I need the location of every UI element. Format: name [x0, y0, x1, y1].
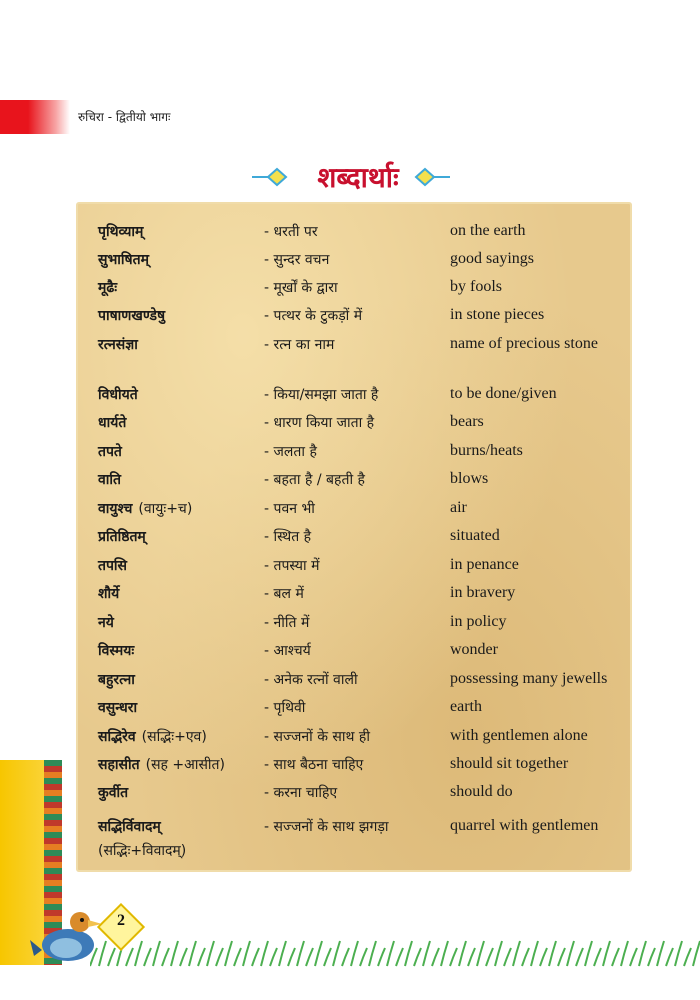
sanskrit-word [98, 278, 117, 297]
sanskrit-word [98, 783, 128, 802]
sanskrit-word [98, 442, 122, 461]
sanskrit-word [98, 817, 161, 836]
sandhi-note: (सद्भिः+एव) [141, 729, 207, 745]
grass-decoration [90, 928, 700, 968]
grass-blade [378, 948, 385, 966]
grass-blade [243, 941, 250, 966]
hindi-meaning: - जलता है [264, 444, 317, 460]
english-meaning: air [450, 499, 467, 516]
sanskrit-word-text: सद्भिर्विवादम् [98, 819, 161, 835]
english-meaning: bears [450, 413, 484, 430]
sanskrit-word [98, 306, 165, 325]
english-meaning: quarrel with gentlemen [450, 817, 599, 834]
grass-blade [522, 948, 529, 966]
sanskrit-word-text: बहुरत्ना [98, 672, 135, 688]
sanskrit-word-text: सुभाषितम् [98, 252, 150, 268]
english-meaning: in stone pieces [450, 306, 545, 323]
grass-blade [540, 948, 547, 966]
sanskrit-word-text: धार्यते [98, 415, 127, 431]
english-meaning: burns/heats [450, 442, 523, 459]
grass-blade [333, 941, 340, 966]
hindi-meaning: - बल में [264, 586, 304, 602]
grass-blade [126, 948, 133, 966]
sanskrit-word-text: वाति [98, 472, 122, 488]
hindi-meaning: - सुन्दर वचन [264, 252, 330, 268]
sanskrit-word [98, 470, 121, 489]
grass-blade [216, 948, 223, 966]
hindi-meaning: - धारण किया जाता है [264, 415, 375, 431]
sanskrit-word [98, 222, 143, 241]
grass-blade [450, 948, 457, 966]
page-title: शब्दार्थाः [317, 161, 399, 194]
sandhi-note: (सह +आसीत) [145, 757, 225, 773]
grass-blade [504, 948, 511, 966]
sanskrit-word-text: तपते [98, 444, 122, 460]
glossary-panel [76, 202, 632, 872]
sandhi-note: (वायुः+च) [138, 501, 193, 517]
grass-blade [387, 941, 394, 966]
english-meaning: blows [450, 470, 489, 487]
bird-illustration [28, 900, 108, 970]
grass-blade [495, 941, 502, 966]
hindi-meaning: - नीति में [264, 615, 310, 631]
sanskrit-word-text: वायुश्च [98, 501, 133, 517]
sanskrit-word [98, 641, 134, 660]
sanskrit-word [98, 755, 225, 774]
grass-blade [594, 948, 601, 966]
sanskrit-word [98, 584, 119, 603]
hindi-meaning: - स्थित है [264, 529, 312, 545]
grass-blade [261, 941, 268, 966]
grass-blade [252, 948, 259, 966]
hindi-meaning: - पत्थर के टुकड़ों में [264, 308, 363, 324]
sanskrit-word [98, 413, 126, 432]
grass-blade [306, 948, 313, 966]
hindi-meaning: - अनेक रत्नों वाली [264, 672, 358, 688]
sanskrit-word [98, 698, 137, 717]
sanskrit-word-text: पृथिव्याम् [98, 224, 144, 240]
page-number: 2 [117, 912, 125, 929]
english-meaning: in bravery [450, 584, 516, 601]
sanskrit-word-text: सद्भिरेव [98, 729, 136, 745]
sanskrit-word [98, 335, 138, 354]
english-meaning: earth [450, 698, 482, 715]
grass-blade [612, 948, 619, 966]
english-meaning: should sit together [450, 755, 569, 772]
sanskrit-word [98, 670, 135, 689]
grass-blade [342, 948, 349, 966]
grass-blade [162, 948, 169, 966]
sanskrit-word-text: तपसि [98, 558, 128, 574]
grass-blade [423, 941, 430, 966]
grass-blade [396, 948, 403, 966]
english-meaning: with gentlemen alone [450, 727, 588, 744]
grass-blade [198, 948, 205, 966]
sanskrit-word [98, 499, 192, 518]
hindi-meaning: - धरती पर [264, 224, 318, 240]
book-title: रुचिरा - द्वितीयो भागः [78, 110, 171, 124]
grass-blade [279, 941, 286, 966]
sanskrit-word-text: प्रतिष्ठितम् [98, 529, 146, 545]
sanskrit-word-text: मूढैः [98, 280, 118, 296]
grass-blade [135, 941, 142, 966]
sanskrit-word [98, 385, 138, 404]
english-meaning: to be done/given [450, 385, 557, 402]
grass-blade [315, 941, 322, 966]
hindi-meaning: - सज्जनों के साथ ही [264, 729, 370, 745]
grass-blade [441, 941, 448, 966]
grass-blade [459, 941, 466, 966]
hindi-meaning: - आश्चर्य [264, 643, 311, 659]
grass-blade [639, 941, 646, 966]
sanskrit-word-text: शौर्ये [98, 586, 120, 602]
english-meaning: wonder [450, 641, 498, 658]
header-color-bar [0, 100, 70, 134]
english-meaning: should do [450, 783, 513, 800]
grass-blade [360, 948, 367, 966]
english-meaning: by fools [450, 278, 502, 295]
grass-blade [153, 941, 160, 966]
sanskrit-word [98, 556, 127, 575]
grass-blade [621, 941, 628, 966]
hindi-meaning: - सज्जनों के साथ झगड़ा [264, 819, 389, 835]
english-meaning: possessing many jewells [450, 670, 608, 687]
grass-blade [531, 941, 538, 966]
grass-blade [576, 948, 583, 966]
grass-blade [585, 941, 592, 966]
grass-blade [324, 948, 331, 966]
grass-blade [234, 948, 241, 966]
grass-blade [630, 948, 637, 966]
sanskrit-word-text: सहासीत [98, 757, 140, 773]
sanskrit-word-text: पाषाणखण्डेषु [98, 308, 166, 324]
hindi-meaning: - बहता है / बहती है [264, 472, 365, 488]
grass-blade [225, 941, 232, 966]
sanskrit-word [98, 727, 207, 746]
hindi-meaning: - पवन भी [264, 501, 315, 517]
hindi-meaning: - साथ बैठना चाहिए [264, 757, 364, 773]
sanskrit-word-text: विस्मयः [98, 643, 135, 659]
grass-blade [207, 941, 214, 966]
english-meaning: in policy [450, 613, 507, 630]
sanskrit-word [98, 250, 149, 269]
grass-blade [351, 941, 358, 966]
sanskrit-word [98, 527, 146, 546]
grass-blade [666, 948, 673, 966]
sanskrit-word-text: नये [98, 615, 114, 631]
grass-blade [567, 941, 574, 966]
hindi-meaning: - रत्न का नाम [264, 337, 335, 353]
sanskrit-word-text: विधीयते [98, 387, 138, 403]
sandhi-note: (सद्भिः+विवादम्) [98, 843, 187, 859]
english-meaning: on the earth [450, 222, 526, 239]
hindi-meaning: - पृथिवी [264, 700, 306, 716]
title-banner [0, 158, 700, 198]
grass-blade [171, 941, 178, 966]
grass-blade [432, 948, 439, 966]
hindi-meaning: - करना चाहिए [264, 785, 338, 801]
hindi-meaning: - किया/समझा जाता है [264, 387, 379, 403]
grass-blade [369, 941, 376, 966]
grass-blade [684, 948, 691, 966]
grass-blade [513, 941, 520, 966]
english-meaning: good sayings [450, 250, 534, 267]
sanskrit-word-text: रत्नसंज्ञा [98, 337, 138, 353]
grass-blade [180, 948, 187, 966]
english-meaning: in penance [450, 556, 519, 573]
grass-blade [270, 948, 277, 966]
sanskrit-word-text: कुर्वीत [98, 785, 129, 801]
hindi-meaning: - मूर्खों के द्वारा [264, 280, 338, 296]
grass-blade [603, 941, 610, 966]
grass-blade [108, 948, 115, 966]
grass-blade [414, 948, 421, 966]
grass-blade [297, 941, 304, 966]
english-meaning: situated [450, 527, 500, 544]
sanskrit-word [98, 613, 114, 632]
grass-blade [693, 941, 700, 966]
hindi-meaning: - तपस्या में [264, 558, 320, 574]
grass-blade [477, 941, 484, 966]
grass-blade [486, 948, 493, 966]
grass-blade [657, 941, 664, 966]
grass-blade [675, 941, 682, 966]
grass-blade [144, 948, 151, 966]
grass-blade [558, 948, 565, 966]
grass-blade [549, 941, 556, 966]
grass-blade [189, 941, 196, 966]
sanskrit-word-text: वसुन्धरा [98, 700, 138, 716]
grass-blade [288, 948, 295, 966]
grass-blade [405, 941, 412, 966]
english-meaning: name of precious stone [450, 335, 598, 352]
grass-blade [468, 948, 475, 966]
grass-blade [648, 948, 655, 966]
